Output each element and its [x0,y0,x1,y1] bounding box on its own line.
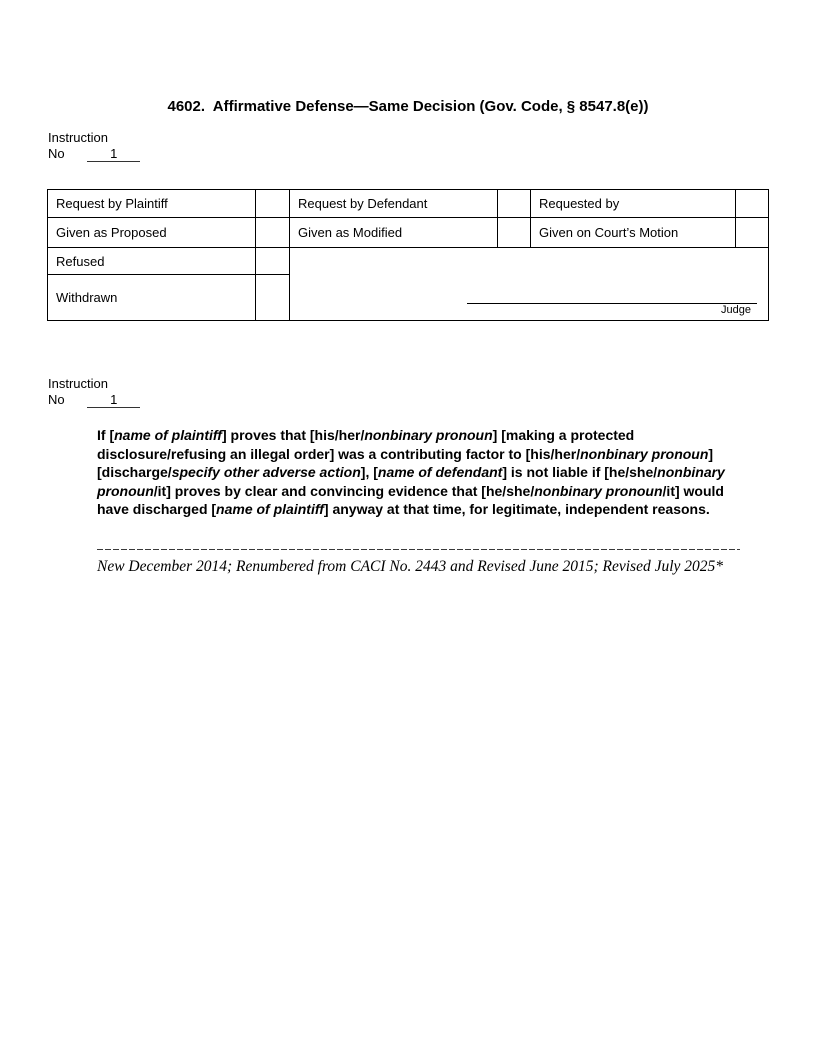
checkbox-cell-requested-by[interactable] [736,190,769,218]
cell-withdrawn: Withdrawn [48,275,256,321]
instruction-number-block-1 [48,130,140,162]
page-title: 4602. Affirmative Defense—Same Decision (Gov. Code, § 8547.8(e)) [167,98,649,115]
revision-history: New December 2014; Renumbered from CACI No. 2443 and Revised June 2015; Revised July 2025* [97,558,724,575]
instruction-no-label: No [48,146,65,161]
cell-given-on-courts-motion: Given on Court’s Motion [531,218,736,248]
judge-signature-cell [290,248,769,321]
checkbox-cell-given-on-courts-motion[interactable] [736,218,769,248]
checkbox-cell-withdrawn[interactable] [256,275,290,321]
cell-requested-by: Requested by [531,190,736,218]
instruction-number-field[interactable]: 1 [87,147,140,162]
cell-request-by-plaintiff: Request by Plaintiff [48,190,256,218]
cell-given-as-modified: Given as Modified [290,218,498,248]
checkbox-cell-request-by-plaintiff[interactable] [256,190,290,218]
instruction-no-row [48,392,140,408]
judge-label: Judge [721,304,751,316]
checkbox-cell-request-by-defendant[interactable] [498,190,531,218]
instruction-text: If [name of plaintiff] proves that [his/her/nonbinary pronoun] [making a protected disclosure/refusing an illegal order] was a contributing factor to [his/her/nonbinary pronoun] [discharge/specify other adverse action], [name of defendant] is not liable if [he/she/nonbinary pronoun/it] proves by clear and convincing evidence that [he/she/nonbinary pronoun/it] would have discharged [name of plaintiff] anyway at that time, for legitimate, independent reasons. [97,427,725,517]
table-row [48,248,769,275]
cell-refused: Refused [48,248,256,275]
instruction-number-block-2 [48,376,140,408]
cell-request-by-defendant: Request by Defendant [290,190,498,218]
checkbox-cell-refused[interactable] [256,248,290,275]
instruction-label: Instruction [48,376,108,391]
judge-signature-area [467,303,757,317]
cell-given-as-proposed: Given as Proposed [48,218,256,248]
instruction-no-label: No [48,392,65,407]
instruction-label: Instruction [48,130,108,145]
instruction-number-field[interactable]: 1 [87,393,140,408]
table-row [48,190,769,218]
instruction-status-table [47,189,769,321]
checkbox-cell-given-as-modified[interactable] [498,218,531,248]
checkbox-cell-given-as-proposed[interactable] [256,218,290,248]
section-divider [97,549,740,550]
instruction-no-row [48,146,140,162]
table-row [48,218,769,248]
